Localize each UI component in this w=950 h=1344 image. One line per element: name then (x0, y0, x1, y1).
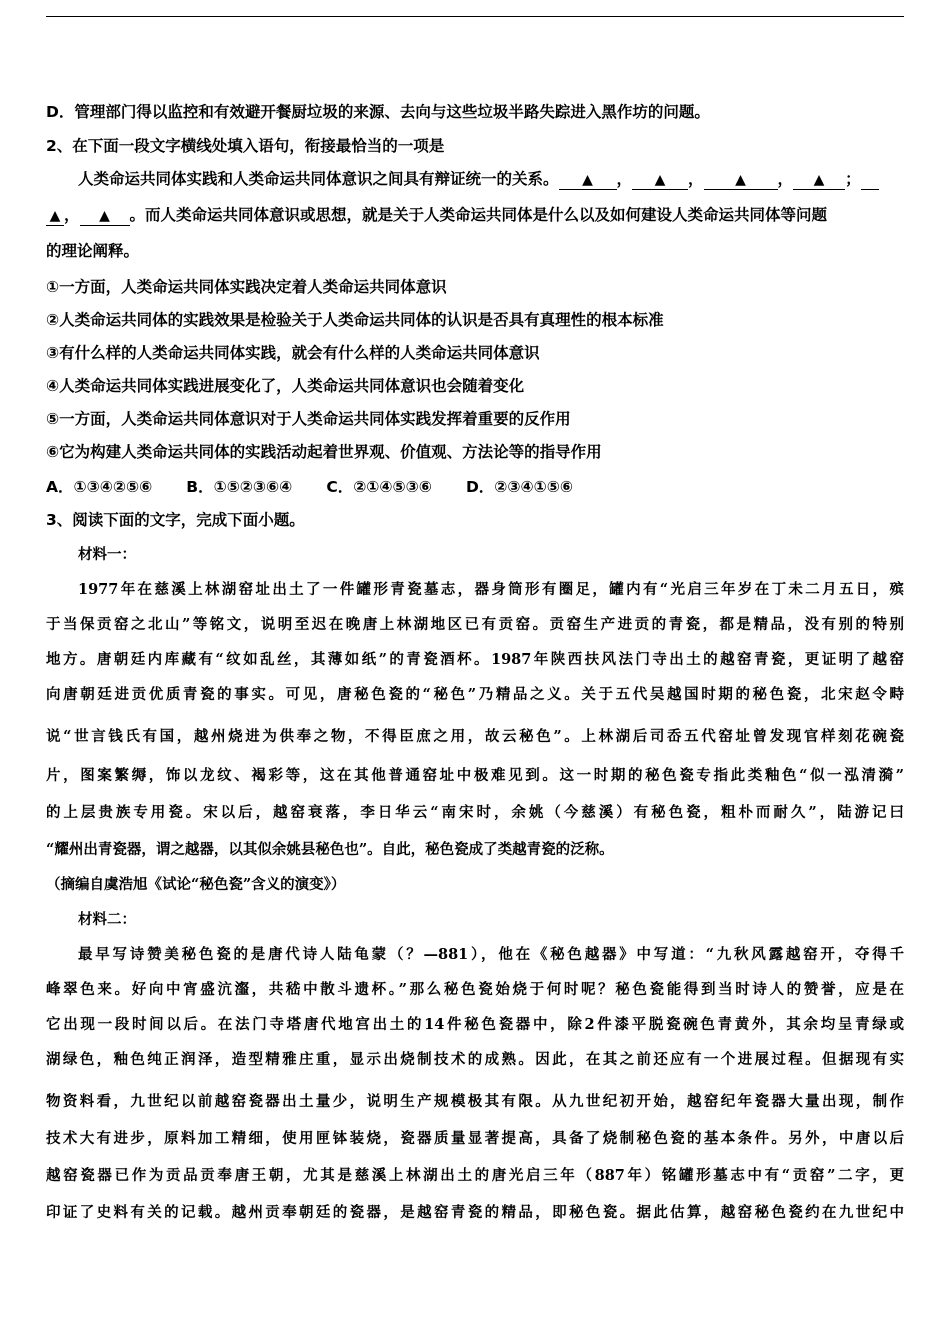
q3-stem: 3、阅读下面的文字，完成下面小题。 (46, 511, 305, 529)
q2-item-3: ③有什么样的人类命运共同体实践，就会有什么样的人类命运共同体意识 (46, 344, 540, 362)
material-1-source: （摘编自虞浩旭《试论“秘色瓷”含义的演变》） (46, 876, 346, 893)
q2-option-a: A．①③④②⑤⑥ (46, 478, 153, 496)
q2-item-5: ⑤一方面，人类命运共同体意识对于人类命运共同体实践发挥着重要的反作用 (46, 410, 571, 428)
material-1-line: 的上层贵族专用瓷。宋以后，越窑衰落，李日华云“南宋时，余姚（今慈溪）有秘色瓷，粗朴而耐久”，陆游记曰 (46, 804, 904, 821)
material-2-line: 最早写诗赞美秘色瓷的是唐代诗人陆龟蒙（？—881），他在《秘色越器》中写道：“九秋风露越窑开，夺得千 (78, 946, 904, 963)
q1-option-d: D．管理部门得以监控和有效避开餐厨垃圾的来源、去向与这些垃圾半路失踪进入黑作坊的问题。 (46, 103, 710, 121)
material-1-line: “耀州出青瓷器，谓之越器，以其似余姚县秘色也”。自此，秘色瓷成了类越青瓷的泛称。 (46, 841, 614, 858)
material-1-line: 向唐朝廷进贡优质青瓷的事实。可见，唐秘色瓷的“秘色”乃精品之义。关于五代吴越国时期的秘色瓷，北宋赵令畤 (46, 686, 904, 703)
blank-5: ▲ (46, 207, 64, 226)
q2-item-6: ⑥它为构建人类命运共同体的实践活动起着世界观、价值观、方法论等的指导作用 (46, 443, 602, 461)
q2-passage-start: 人类命运共同体实践和人类命运共同体意识之间具有辩证统一的关系。 (78, 170, 559, 188)
material-1-title: 材料一： (78, 546, 136, 563)
material-2-line: 越窑瓷器已作为贡品贡奉唐王朝，尤其是慈溪上林湖出土的唐光启三年（887年）铭罐形墓志中有“贡窑”二字，更 (46, 1167, 904, 1184)
material-1-line: 片，图案繁缛，饰以龙纹、褐彩等，这在其他普通窑址中极难见到。这一时期的秘色瓷专指此类釉色“似一泓清漪” (46, 767, 904, 784)
q2-passage-line3: 的理论阐释。 (46, 242, 140, 260)
q2-item-2: ②人类命运共同体的实践效果是检验关于人类命运共同体的认识是否具有真理性的根本标准 (46, 311, 664, 329)
q2-item-1: ①一方面，人类命运共同体实践决定着人类命运共同体意识 (46, 278, 447, 296)
q2-passage-line1: 人类命运共同体实践和人类命运共同体意识之间具有辩证统一的关系。 ▲ ， ▲ ， ▲ ， ▲ ； (78, 168, 879, 190)
q2-option-d: D．②③④①⑤⑥ (465, 478, 574, 496)
blank-5-start (861, 171, 879, 190)
q2-stem: 2、在下面一段文字横线处填入语句，衔接最恰当的一项是 (46, 137, 445, 155)
q2-options (46, 476, 573, 498)
material-2-line: 技术大有进步，原料加工精细，使用匣钵装烧，瓷器质量显著提高，具备了烧制秘色瓷的基本条件。另外，中唐以后 (46, 1130, 904, 1147)
blank-6: ▲ (80, 207, 130, 226)
material-1-line: 说“世言钱氏有国，越州烧进为供奉之物，不得臣庶之用，故云秘色”。上林湖后司岙五代窑址曾发现官样刻花碗瓷 (46, 728, 904, 745)
material-2-line: 印证了史料有关的记载。越州贡奉朝廷的瓷器，是越窑青瓷的精品，即秘色瓷。据此估算，越窑秘色瓷约在九世纪中 (46, 1204, 904, 1221)
material-2-title: 材料二： (78, 911, 136, 928)
q2-passage-end: 。而人类命运共同体意识或思想，就是关于人类命运共同体是什么以及如何建设人类命运共同体等问题 (129, 206, 828, 224)
material-1-line: 1977年在慈溪上林湖窑址出土了一件罐形青瓷墓志，器身筒形有圈足，罐内有“光启三年岁在丁未二月五日，殡 (78, 581, 904, 598)
header-rule (46, 16, 904, 17)
q2-passage-line2: ▲ ， ▲ 。而人类命运共同体意识或思想，就是关于人类命运共同体是什么以及如何建设人类命运共同体等问题 (46, 204, 827, 226)
material-2-line: 湖绿色，釉色纯正润泽，造型精雅庄重，显示出烧制技术的成熟。因此，在其之前还应有一个进展过程。但据现有实 (46, 1051, 904, 1068)
q2-option-c: C．②①④⑤③⑥ (326, 478, 432, 496)
blank-2: ▲ (632, 171, 688, 190)
blank-1: ▲ (559, 171, 617, 190)
material-2-line: 它出现一段时间以后。在法门寺塔唐代地宫出土的14件秘色瓷器中，除2件漆平脱瓷碗色青黄外，其余均呈青绿或 (46, 1016, 904, 1033)
material-2-line: 峰翠色来。好向中宵盛沆瀣，共嵇中散斗遗杯。”那么秘色瓷始烧于何时呢？秘色瓷能得到当时诗人的赞誉，应是在 (46, 981, 904, 998)
blank-4: ▲ (793, 171, 845, 190)
q2-option-b: B．①⑤②③⑥④ (186, 478, 293, 496)
material-1-line: 于当保贡窑之北山”等铭文，说明至迟在晚唐上林湖地区已有贡窑。贡窑生产进贡的青瓷，都是精品，没有别的特别 (46, 616, 904, 633)
material-1-line: 地方。唐朝廷内库藏有“纹如乱丝，其薄如纸”的青瓷酒杯。1987年陕西扶风法门寺出土的越窑青瓷，更证明了越窑 (46, 651, 904, 668)
q2-item-4: ④人类命运共同体实践进展变化了，人类命运共同体意识也会随着变化 (46, 377, 525, 395)
blank-3: ▲ (704, 171, 778, 190)
material-2-line: 物资料看，九世纪以前越窑瓷器出土量少，说明生产规模极其有限。从九世纪初开始，越窑纪年瓷器大量出现，制作 (46, 1093, 904, 1110)
